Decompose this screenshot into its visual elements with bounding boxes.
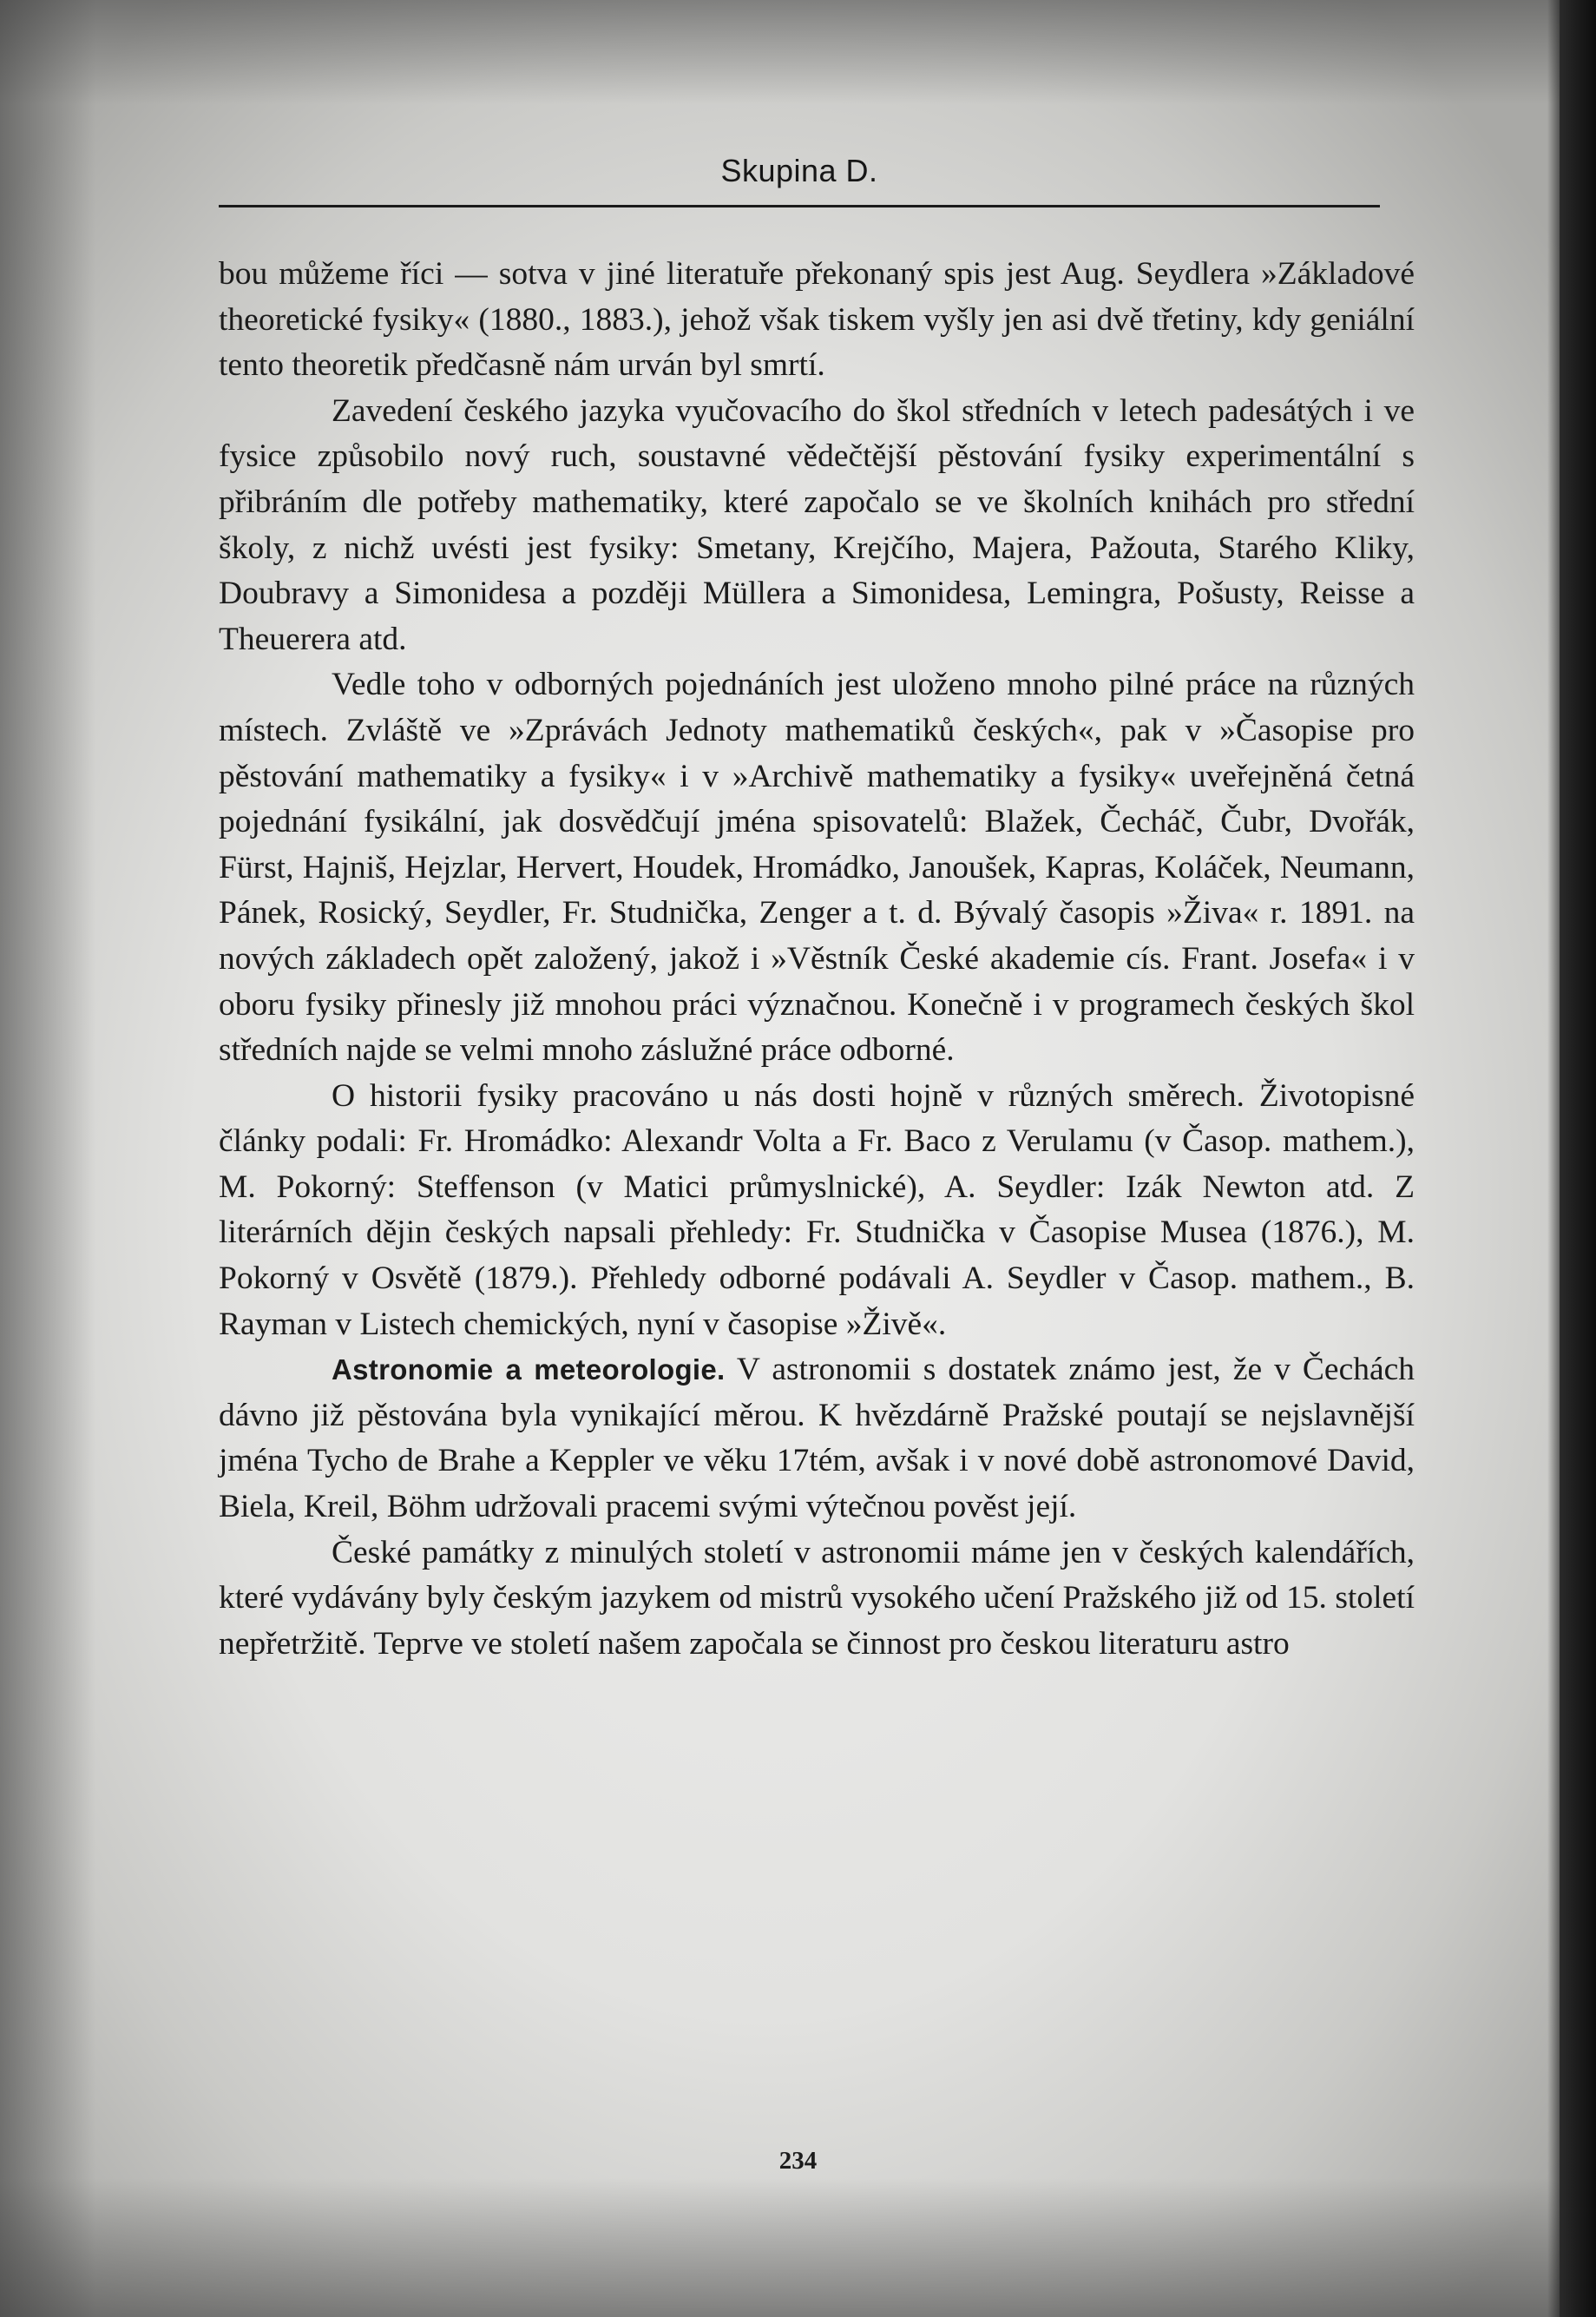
scan-shadow-left [0,0,95,2317]
paragraph-calendars [219,1530,1415,1668]
book-edge [1560,0,1596,2317]
page-title: Skupina D. [720,153,878,188]
scan-shadow-right [1547,0,1560,2317]
paragraph-text: V astronomii s dostatek známo jest, že v Čechách dávno již pěstována byla vynikající měrou. K hvězdárně Pražské poutají se nejslavnější jména Tycho de Brahe a Keppler ve věku 17tém, avšak i v nové době astronomové David, Biela, Kreil, Böhm udržovali pracemi svými výtečnou pověst její. [219,1352,1415,1525]
page-number: 234 [778,2147,818,2175]
section-heading-astronomy: Astronomie a meteorologie. [332,1353,726,1386]
paragraph-history-of-physics [219,1074,1415,1348]
running-header [219,153,1380,207]
scan-shadow-bottom [0,2178,1596,2317]
paragraph-czech-language-schools [219,389,1415,663]
scan-shadow-top [0,0,1596,104]
paragraph-text: O historii fysiky pracováno u nás dosti hojně v různých směrech. Životopisné články podali: Fr. Hromádko: Alexandr Volta a Fr. Baco z Verulamu (v Časop. mathem.), M. Pokorný: Steffenson (v Matici průmyslnické), A. Seydler: Izák Newton atd. Z literárních dějin českých napsali přehledy: Fr. Studnička v Časopise Musea (1876.), M. Pokorný v Osvětě (1879.). Přehledy odborné podávali A. Seydler v Časop. mathem., B. Rayman v Listech chemických, nyní v časopise »Živě«. [219,1077,1415,1342]
paragraph-journals [219,662,1415,1073]
paragraph-astronomy [219,1347,1415,1530]
body-text [219,252,1415,1667]
paragraph-text: Zavedení českého jazyka vyučovacího do škol středních v letech padesátých i ve fysice způsobilo nový ruch, soustavné vědečtější pěstování fysiky experimentální s přibráním dle potřeby mathematiky, které započalo se ve školních knihách pro střední školy, z nichž uvésti jest fysiky: Smetany, Krejčího, Majera, Pažouta, Starého Kliky, Doubravy a Simonidesa a později Müllera a Simonidesa, Lemingra, Pošusty, Reisse a Theuerera atd. [219,392,1415,657]
paragraph-text: Vedle toho v odborných pojednáních jest uloženo mnoho pilné práce na různých místech. Zvláště ve »Zprávách Jednoty mathematiků českých«, pak v »Časopise pro pěstování mathematiky a fysiky« i v »Archivě mathematiky a fysiky« uveřejněná četná pojednání fysikální, jak dosvědčují jména spisovatelů: Blažek, Čecháč, Čubr, Dvořák, Fürst, Hajniš, Hejzlar, Hervert, Houdek, Hromádko, Janoušek, Kapras, Koláček, Neumann, Pánek, Rosický, Seydler, Fr. Studnička, Zenger a t. d. Bývalý časopis »Živa« r. 1891. na nových základech opět založený, jakož i »Věstník České akademie cís. Frant. Josefa« i v oboru fysiky přinesly již mnohou práci význačnou. Konečně i v programech českých škol středních najde se velmi mnoho záslužné práce odborné. [219,667,1415,1069]
paragraph-text: bou můžeme říci — sotva v jiné literatuře překonaný spis jest Aug. Seydlera »Základové theoretické fysiky« (1880., 1883.), jehož však tiskem vyšly jen asi dvě třetiny, kdy geniální tento theoretik předčasně nám urván byl smrtí. [219,256,1415,384]
paragraph-continuation [219,252,1415,389]
paragraph-text: České památky z minulých století v astronomii máme jen v českých kalendářích, které vydávány byly českým jazykem od mistrů vysokého učení Pražského již od 15. století nepřetržitě. Teprve ve století našem započala se činnost pro českou literaturu astro [219,1534,1415,1662]
